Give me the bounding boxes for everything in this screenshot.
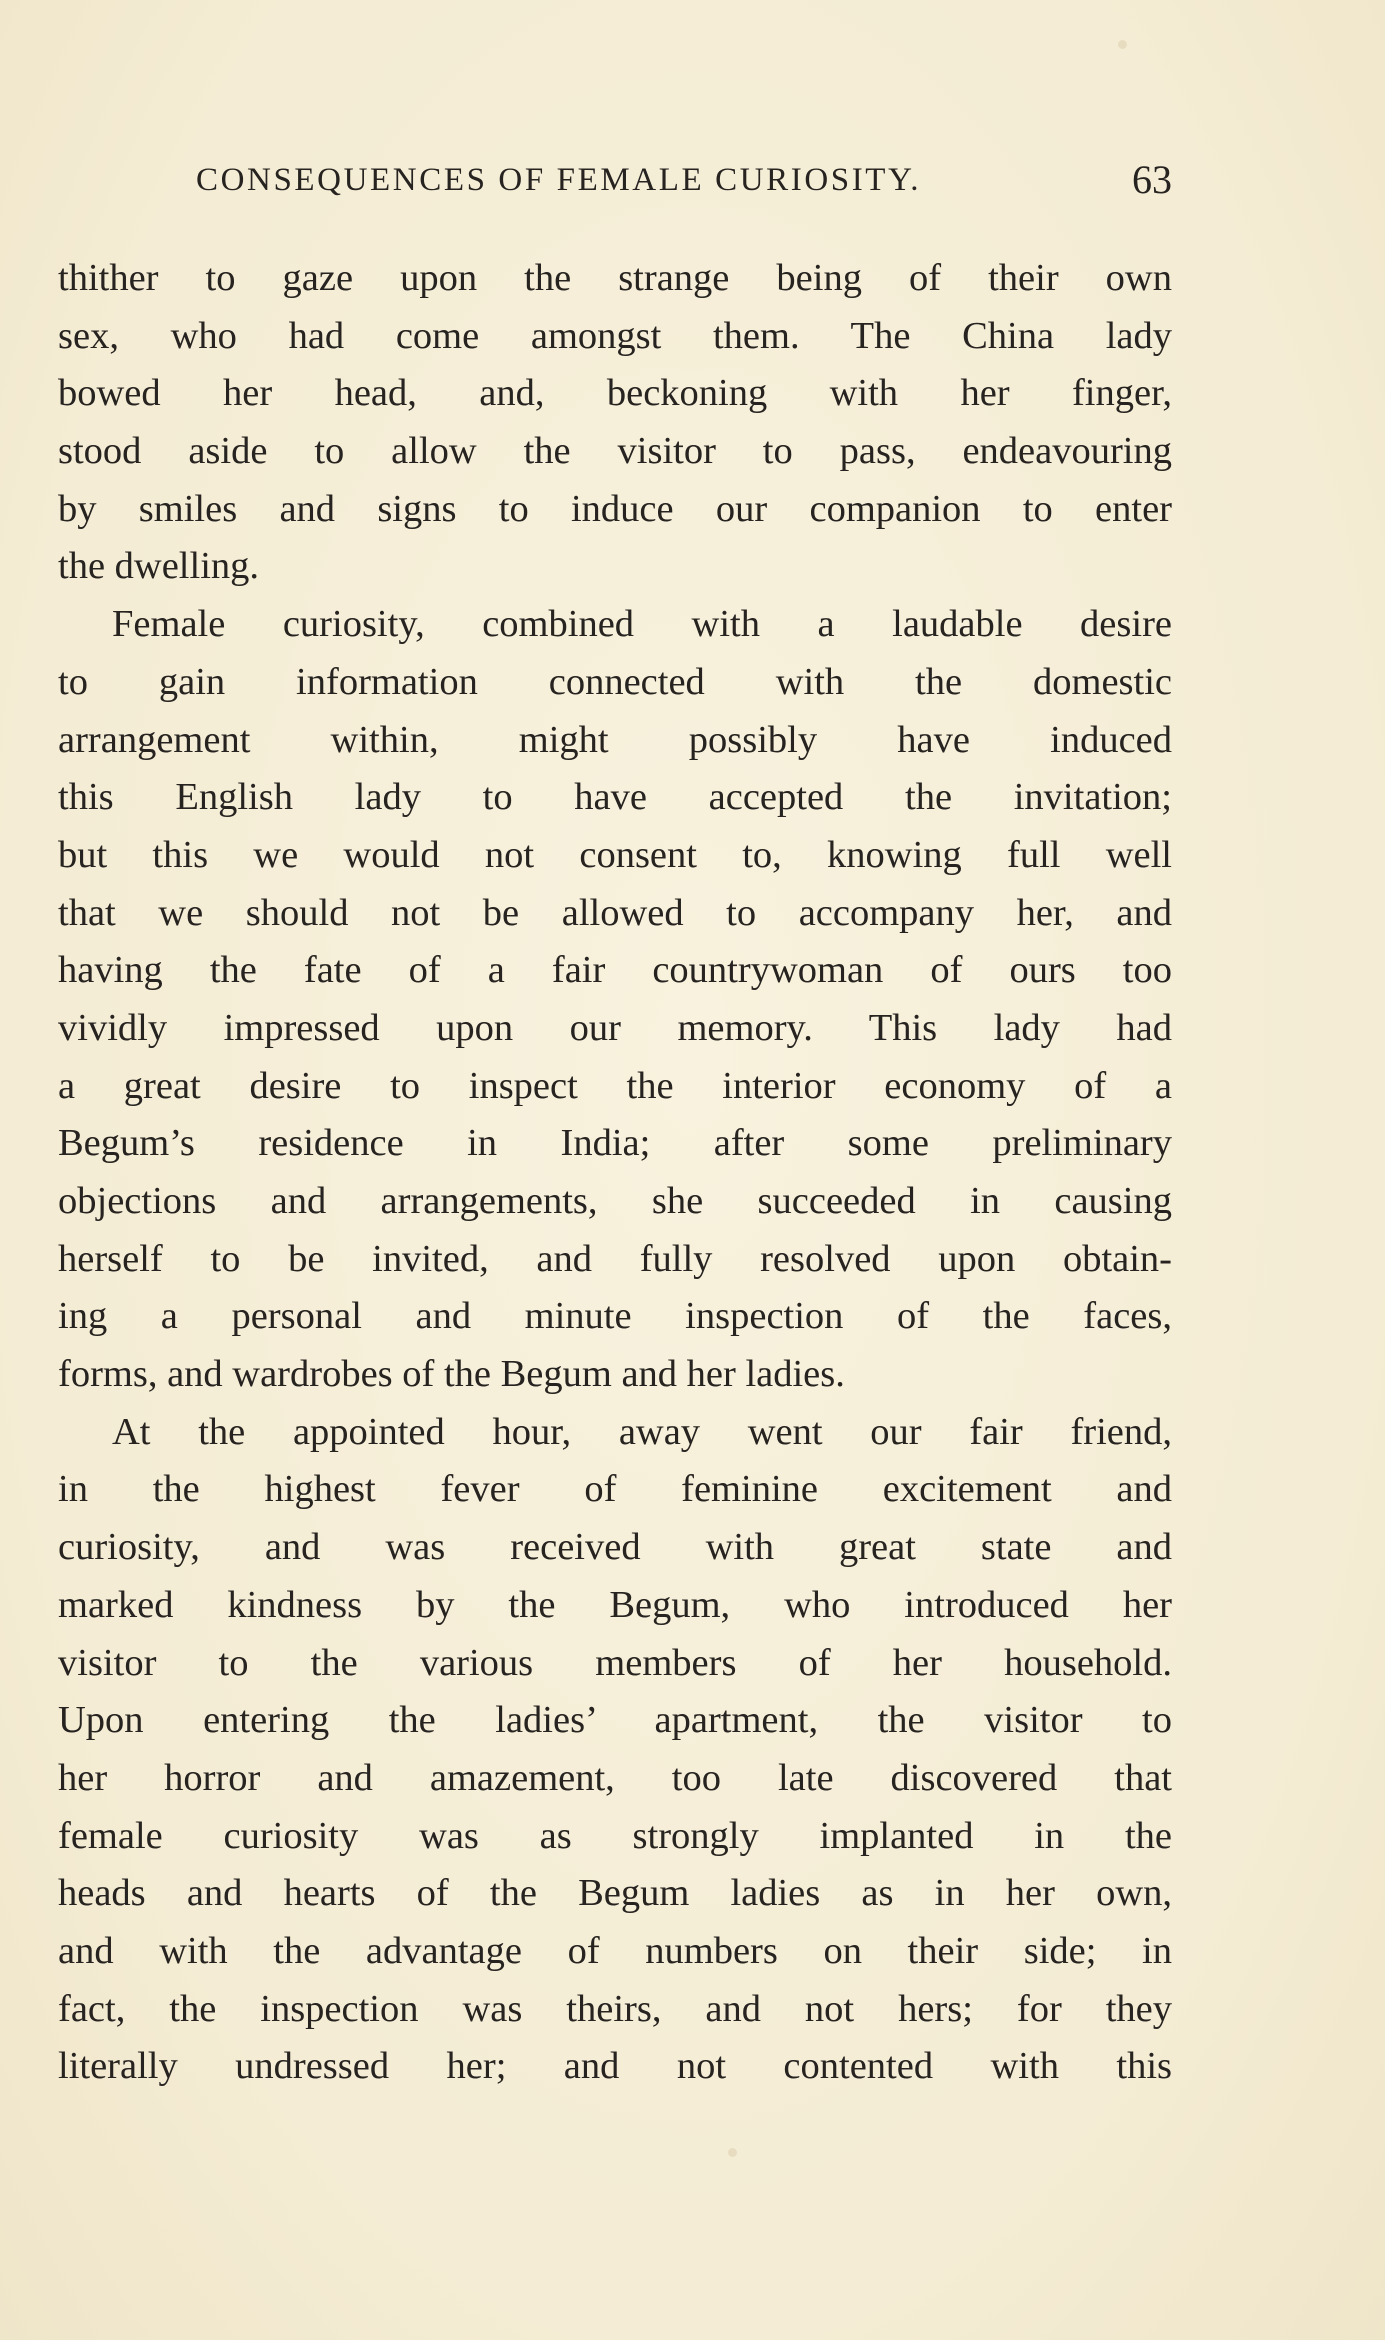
text-line: heads and hearts of the Begum ladies as in her own, [58,1872,1172,1915]
text-line: but this we would not consent to, knowing full well [58,833,1172,876]
text-line: Female curiosity, combined with a laudable desire [112,603,1172,646]
text-line: by smiles and signs to induce our companion to enter [58,487,1172,530]
paper-speck [728,2148,737,2157]
text-line: that we should not be allowed to accompany her, and [58,891,1172,934]
text-line: having the fate of a fair countrywoman of ours too [58,949,1172,992]
text-line: objections and arrangements, she succeeded in causing [58,1180,1172,1222]
text-line: Begum’s residence in India; after some preliminary [58,1122,1172,1165]
text-line: marked kindness by the Begum, who introduced her [58,1583,1172,1626]
running-head [58,155,1172,205]
text-line: this English lady to have accepted the invitation; [58,776,1172,819]
text-line: and with the advantage of numbers on their side; in [58,1929,1172,1972]
page-number: 63 [1132,157,1172,202]
text-line: At the appointed hour, away went our fair friend, [112,1410,1172,1453]
text-line: to gain information connected with the domestic [58,660,1172,703]
text-line: fact, the inspection was theirs, and not hers; for they [58,1987,1172,2030]
text-line: the dwelling. [58,545,260,588]
text-line: vividly impressed upon our memory. This lady had [58,1006,1172,1049]
body-text [58,250,1172,2096]
text-line: her horror and amazement, too late discovered that [58,1756,1172,1799]
text-line: herself to be invited, and fully resolved upon obtain- [58,1237,1172,1280]
paper-speck [1118,40,1127,49]
text-line: female curiosity was as strongly implanted in the [58,1814,1172,1857]
running-title: CONSEQUENCES OF FEMALE CURIOSITY. [196,162,922,198]
text-line: curiosity, and was received with great state and [58,1526,1172,1569]
text-line: a great desire to inspect the interior economy of a [58,1064,1172,1107]
text-line: visitor to the various members of her household. [58,1641,1172,1684]
text-line: literally undressed her; and not contented with this [58,2045,1172,2088]
text-line: arrangement within, might possibly have induced [58,718,1172,761]
text-line: thither to gaze upon the strange being of their own [58,257,1172,299]
text-line: stood aside to allow the visitor to pass, endeavouring [58,430,1172,473]
text-line: bowed her head, and, beckoning with her finger, [58,372,1172,415]
text-line: Upon entering the ladies’ apartment, the visitor to [58,1699,1172,1742]
text-line: ing a personal and minute inspection of the faces, [58,1295,1172,1338]
text-line: in the highest fever of feminine excitement and [58,1468,1172,1511]
text-line: forms, and wardrobes of the Begum and her ladies. [58,1353,845,1396]
text-line: sex, who had come amongst them. The China lady [58,314,1172,357]
